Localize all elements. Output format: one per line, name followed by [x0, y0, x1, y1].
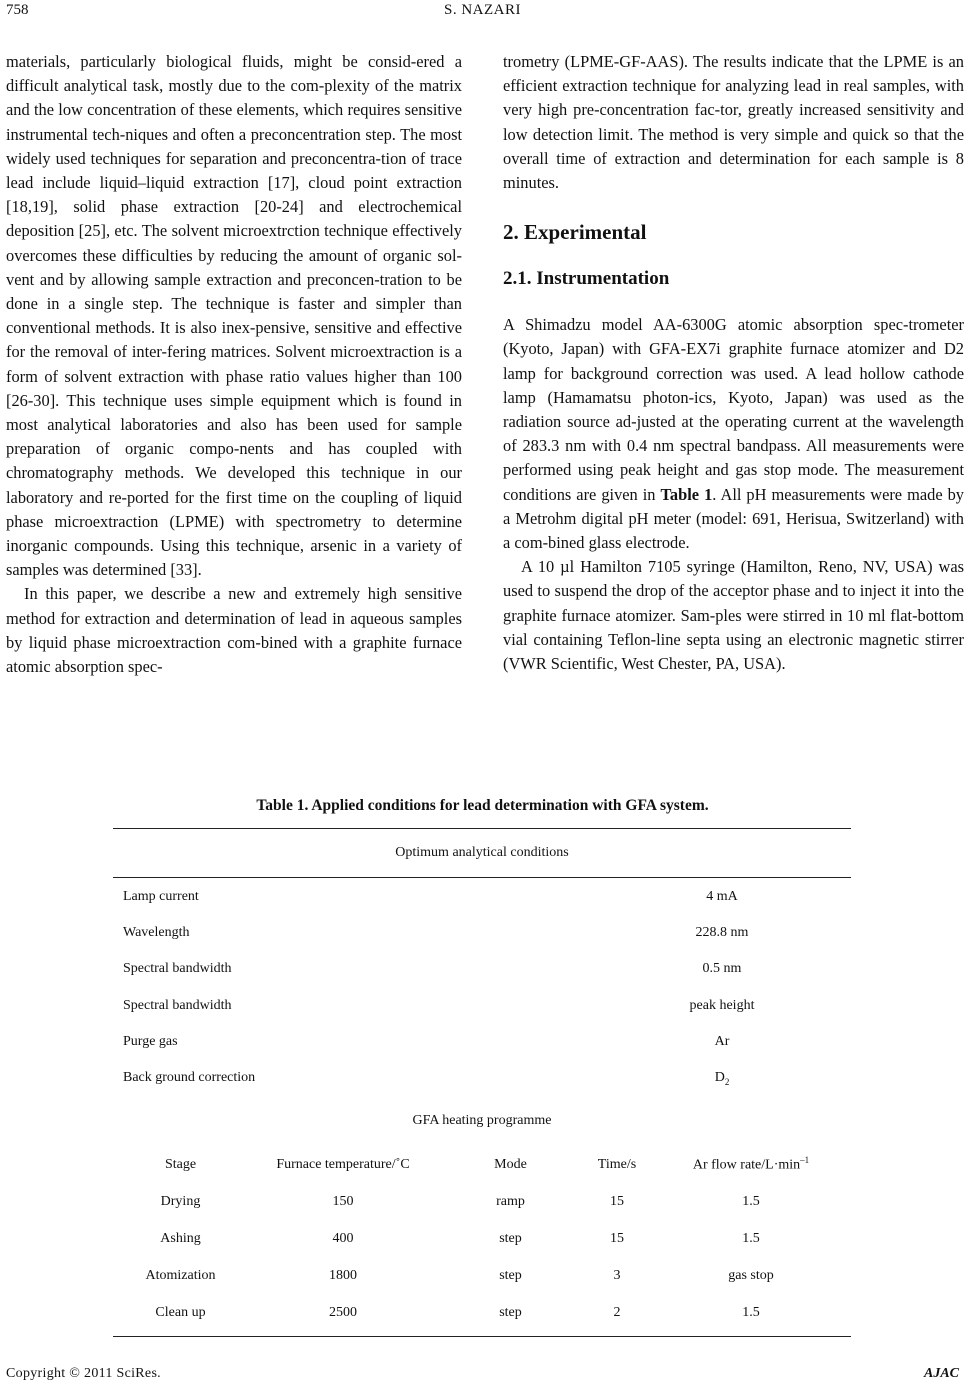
table-row: [113, 879, 851, 915]
temperature-cell: 1800: [329, 1268, 357, 1284]
condition-label: Purge gas: [123, 1033, 178, 1049]
stage-cell: Drying: [160, 1193, 201, 1209]
condition-value: [533, 998, 851, 1014]
condition-value-subscript: 2: [724, 1076, 730, 1087]
flow-cell: 1.5: [742, 1305, 760, 1321]
paragraph: materials, particularly biological fluids, might be consid-ered a difficult analytical task, mostly due to the com-plexity of the matrix and the low concentration of these elements, which requires sensitive instrumental tech-niques and often a preconcentration step. The most widely used techniques for separation and preconcentra-tion of trace lead include liquid–liquid extraction [17], cloud point extraction [18,19], solid phase extraction [20-24] and electrochemical deposition [25], etc. The solvent microextrction technique effectively overcomes these difficulties by reducing the amount of organic sol-vent and by allowing sample extraction and preconcen-tration to be done in a single step. The technique is faster and simpler than conventional methods. It is also inex-pensive, sensitive and effective for the removal of inter-fering matrices. Solvent microextraction is a form of solvent extraction with phase ratio values higher than 100 [26-30]. This technique uses simple equipment which is found in most analytical laboratories and also has been used for sample preparation of organic compo-nents and has coupled with chromatography methods. We developed this technique in our laboratory and re-ported for the first time on the coupling of liquid phase microextraction (LPME) with spectrometry to determine inorganic compounds. Using this technique, arsenic in a variety of samples was determined [33].: [6, 52, 462, 580]
table-row: [113, 951, 851, 987]
mode-cell: step: [499, 1231, 522, 1247]
flow-cell: 1.5: [742, 1231, 760, 1247]
table-row: [113, 1295, 851, 1332]
condition-value: [533, 925, 851, 941]
right-column: [503, 50, 964, 676]
column-header-stage: Stage: [164, 1156, 197, 1172]
paragraph: trometry (LPME-GF-AAS). The results indicate that the LPME is an efficient extraction technique for analyzing lead in real samples, with very high pre-concentration fac-tor, greatly increased sensitivity and low detection limit. The method is very simple and quick so that the overall time of extraction and determination for each sample is 8 minutes.: [503, 52, 964, 193]
condition-label: Back ground correction: [123, 1070, 256, 1086]
time-cell: 3: [613, 1268, 621, 1284]
heating-rows: [113, 1183, 851, 1332]
mode-cell: ramp: [496, 1193, 525, 1209]
conditions-rows: [113, 879, 851, 1096]
column-header-mode: Mode: [494, 1156, 527, 1172]
condition-label: Spectral bandwidth: [123, 997, 232, 1013]
condition-value: [533, 889, 851, 905]
paragraph: In this paper, we describe a new and extremely high sensitive method for extraction and determination of lead in aqueous samples by liquid phase microextraction com-bined with a graphite furnace atomic absorption spec-: [6, 584, 462, 677]
column-header-flow-text: Ar flow rate/L·min: [692, 1158, 801, 1174]
table-row: [113, 988, 851, 1024]
left-column: [6, 50, 462, 679]
table-row: [113, 1258, 851, 1295]
page-number: 758: [6, 2, 29, 18]
temperature-cell: 150: [332, 1193, 354, 1209]
table-reference: Table 1: [660, 484, 713, 504]
mode-cell: step: [499, 1305, 522, 1321]
table-row: [113, 915, 851, 951]
condition-value-text: 4 mA: [706, 889, 738, 905]
journal-name: AJAC: [923, 1366, 959, 1381]
condition-value: [533, 1070, 851, 1087]
stage-cell: Ashing: [160, 1231, 201, 1247]
mode-cell: step: [499, 1268, 522, 1284]
time-cell: 15: [610, 1193, 624, 1209]
condition-value-text: 0.5 nm: [702, 961, 742, 977]
condition-label: Wavelength: [123, 925, 190, 941]
condition-value-text: Ar: [714, 1033, 730, 1049]
column-header-time: Time/s: [597, 1156, 637, 1172]
running-header-author: S. NAZARI: [443, 2, 521, 18]
condition-value: [533, 961, 851, 977]
heating-heading: GFA heating programme: [412, 1113, 552, 1129]
table-row: [113, 1183, 851, 1220]
condition-value: [533, 1034, 851, 1050]
paragraph: [503, 313, 964, 555]
section-heading: 2. Experimental: [503, 220, 647, 245]
paragraph-text: . All pH measurements were made by a Metrohm digital pH meter (model: 691, Herisua, Switzerland) with a com-bined glass electrode.: [503, 484, 964, 553]
time-cell: 15: [610, 1231, 624, 1247]
condition-label: Spectral bandwidth: [123, 961, 232, 977]
table-caption: Table 1. Applied conditions for lead determination with GFA system.: [256, 797, 709, 814]
paragraph-text: A Shimadzu model AA-6300G atomic absorption spec-trometer (Kyoto, Japan) with GFA-EX7i graphite furnace atomizer and D2 lamp for background correction was used. A lead hollow cathode lamp (Hamamatsu photon-ics, Kyoto, Japan) was used as the radiation source ad-justed at the operating current at the wavelength of 283.3 nm with 0.4 nm spectral bandpass. All measurements were performed using peak height and gas stop mode. The measurement conditions are given in: [503, 315, 964, 504]
conditions-heading: Optimum analytical conditions: [395, 845, 569, 860]
column-header-flow-sup: –1: [800, 1155, 810, 1166]
table-row: [113, 1024, 851, 1060]
stage-cell: Clean up: [155, 1305, 206, 1321]
subsection-heading: 2.1. Instrumentation: [503, 268, 670, 290]
column-header-flow: [651, 1155, 851, 1174]
paragraph: A 10 µl Hamilton 7105 syringe (Hamilton, Reno, NV, USA) was used to suspend the drop of the acceptor phase and to inject it into the graphite furnace atomizer. Sam-ples were stirred in 10 ml flat-bottom vial containing Teflon-line septa using an electronic magnetic stirrer (VWR Scientific, West Chester, PA, USA).: [503, 557, 964, 674]
condition-value-text: peak height: [689, 997, 755, 1013]
stage-cell: Atomization: [145, 1268, 216, 1284]
condition-label: Lamp current: [123, 889, 199, 905]
table-row: [113, 1060, 851, 1096]
condition-value-text: D: [714, 1069, 725, 1085]
temperature-cell: 400: [332, 1231, 354, 1247]
table-row: [113, 1221, 851, 1258]
table-bottom-rule: [113, 1336, 851, 1337]
column-header-temperature: Furnace temperature/˚C: [276, 1156, 410, 1172]
flow-cell: gas stop: [728, 1268, 774, 1284]
time-cell: 2: [613, 1305, 621, 1321]
conditions-table: [113, 828, 851, 1337]
heating-header-row: [113, 1146, 851, 1183]
condition-value-text: 228.8 nm: [695, 925, 749, 941]
flow-cell: 1.5: [742, 1193, 760, 1209]
copyright: Copyright © 2011 SciRes.: [6, 1366, 161, 1381]
temperature-cell: 2500: [329, 1305, 357, 1321]
